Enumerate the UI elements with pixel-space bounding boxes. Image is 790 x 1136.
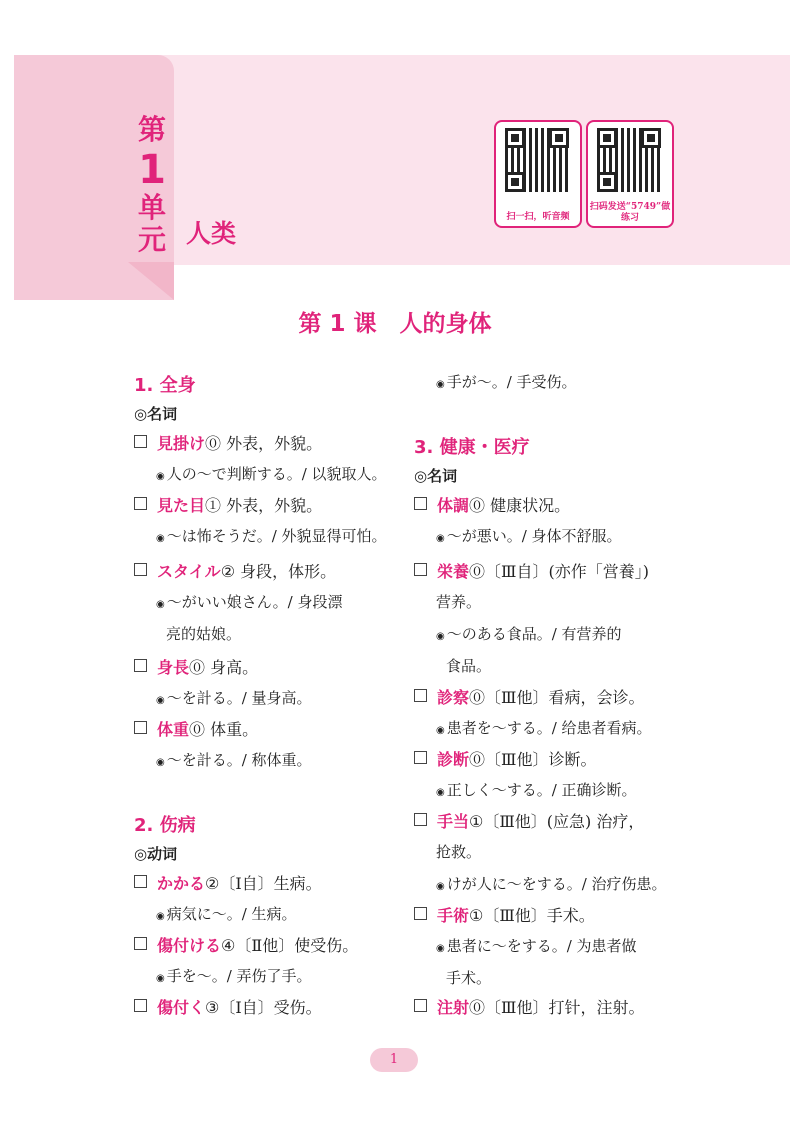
- checkbox[interactable]: [134, 497, 147, 510]
- checkbox[interactable]: [134, 721, 147, 734]
- bullet-icon: ◉: [436, 725, 445, 736]
- vocab-meaning: ②〔Ⅰ自〕生病。: [205, 874, 322, 893]
- checkbox[interactable]: [414, 497, 427, 510]
- bullet-icon: ◉: [156, 695, 165, 706]
- example-continuation: 亮的姑娘。: [166, 625, 242, 643]
- vocab-word: 診察: [437, 688, 470, 707]
- example-sentence: ◉ ～が悪い。/ 身体不舒服。: [436, 527, 622, 545]
- vocab-meaning: ⓪ 身高。: [189, 658, 259, 677]
- checkbox[interactable]: [414, 563, 427, 576]
- example-sentence: ◉ ～を計る。/ 称体重。: [156, 751, 312, 769]
- vocab-entry: [134, 431, 322, 454]
- vocab-word: 診断: [437, 750, 470, 769]
- unit-label-bottom: 单元: [138, 191, 167, 256]
- vocab-entry: [414, 685, 644, 708]
- example-sentence: ◉ 正しく～する。/ 正确诊断。: [436, 781, 637, 799]
- vocab-word: かかる: [157, 874, 206, 893]
- bullet-icon: ◉: [436, 533, 445, 544]
- vocab-word: 体重: [157, 720, 190, 739]
- bullet-icon: ◉: [436, 881, 445, 892]
- checkbox[interactable]: [414, 689, 427, 702]
- unit-title: 人类: [186, 219, 237, 248]
- vocab-entry: [414, 995, 644, 1018]
- vocab-meaning: ⓪ 健康状况。: [469, 496, 571, 515]
- checkbox[interactable]: [134, 937, 147, 950]
- vocab-word: 傷付ける: [157, 936, 222, 955]
- bullet-icon: ◉: [156, 599, 165, 610]
- vocab-entry: [134, 655, 258, 678]
- example-continuation: 手术。: [446, 969, 492, 987]
- vocab-meaning: ①〔Ⅲ他〕(应急) 治疗，: [469, 812, 645, 831]
- unit-label: [128, 112, 176, 256]
- vocab-word: 体調: [437, 496, 470, 515]
- qr-exercise[interactable]: [586, 120, 674, 228]
- checkbox[interactable]: [134, 999, 147, 1012]
- bullet-icon: ◉: [436, 787, 445, 798]
- qr-code-icon: [597, 128, 661, 192]
- example-sentence: ◉ 患者を～する。/ 给患者看病。: [436, 719, 652, 737]
- meaning-continuation: 抢救。: [436, 843, 482, 861]
- bullet-icon: ◉: [156, 973, 165, 984]
- example-sentence: ◉ ～がいい娘さん。/ 身段漂: [156, 593, 343, 611]
- vocab-meaning: ④〔Ⅱ他〕使受伤。: [221, 936, 359, 955]
- checkbox[interactable]: [414, 907, 427, 920]
- meaning-continuation: 营养。: [436, 593, 482, 611]
- example-sentence: ◉ ～は怖そうだ。/ 外貌显得可怕。: [156, 527, 387, 545]
- vocab-meaning: ⓪〔Ⅲ自〕(亦作「営養」): [469, 562, 649, 581]
- vocab-meaning: ⓪〔Ⅲ他〕诊断。: [469, 750, 597, 769]
- vocab-meaning: ③〔Ⅰ自〕受伤。: [205, 998, 322, 1017]
- vocab-word: 手術: [437, 906, 470, 925]
- vocab-entry: [414, 493, 570, 516]
- bullet-icon: ◉: [436, 379, 445, 390]
- vocab-word: 身長: [157, 658, 190, 677]
- bullet-icon: ◉: [156, 471, 165, 482]
- checkbox[interactable]: [134, 435, 147, 448]
- vocab-word: 見た目: [157, 496, 206, 515]
- part-of-speech: ◎动词: [134, 845, 178, 863]
- vocab-meaning: ⓪〔Ⅲ他〕打针，注射。: [469, 998, 645, 1017]
- vocab-entry: [134, 493, 322, 516]
- example-continuation: 食品。: [446, 657, 492, 675]
- vocab-entry: [414, 809, 644, 832]
- qr-code-icon: [505, 128, 569, 192]
- checkbox[interactable]: [414, 813, 427, 826]
- example-sentence: ◉ 患者に～をする。/ 为患者做: [436, 937, 637, 955]
- part-of-speech: ◎名词: [414, 467, 458, 485]
- vocab-entry: [134, 559, 336, 582]
- checkbox[interactable]: [414, 751, 427, 764]
- checkbox[interactable]: [134, 659, 147, 672]
- vocab-meaning: ⓪〔Ⅲ他〕看病，会诊。: [469, 688, 645, 707]
- vocab-word: 見掛け: [157, 434, 206, 453]
- checkbox[interactable]: [134, 563, 147, 576]
- vocab-entry: [414, 747, 596, 770]
- vocab-meaning: ①〔Ⅲ他〕手术。: [469, 906, 595, 925]
- vocab-word: 注射: [437, 998, 470, 1017]
- bullet-icon: ◉: [436, 943, 445, 954]
- example-sentence: ◉ 病気に～。/ 生病。: [156, 905, 297, 923]
- vocab-word: 傷付く: [157, 998, 206, 1017]
- qr-exercise-caption: 扫码发送“5749”做练习: [589, 202, 671, 223]
- section-title: 2. 伤病: [134, 815, 196, 836]
- checkbox[interactable]: [134, 875, 147, 888]
- section-title: 1. 全身: [134, 375, 196, 396]
- vocab-entry: [414, 559, 649, 582]
- vocab-word: 栄養: [437, 562, 470, 581]
- vocab-meaning: ② 身段，体形。: [220, 562, 337, 581]
- vocab-entry: [134, 933, 358, 956]
- example-sentence: ◉ けが人に～をする。/ 治疗伤患。: [436, 875, 667, 893]
- qr-audio[interactable]: [494, 120, 582, 228]
- example-sentence: ◉ ～を計る。/ 量身高。: [156, 689, 312, 707]
- unit-number: 1: [138, 147, 166, 193]
- bullet-icon: ◉: [156, 757, 165, 768]
- vocab-entry: [134, 871, 322, 894]
- bullet-icon: ◉: [156, 911, 165, 922]
- vocab-meaning: ① 外表，外貌。: [205, 496, 323, 515]
- vocab-entry: [134, 995, 322, 1018]
- vocab-word: スタイル: [157, 562, 221, 581]
- qr-audio-caption: 扫一扫，听音频: [506, 212, 570, 222]
- example-sentence: ◉ ～のある食品。/ 有营养的: [436, 625, 622, 643]
- example-sentence: ◉ 手を～。/ 弄伤了手。: [156, 967, 312, 985]
- bullet-icon: ◉: [436, 631, 445, 642]
- tab-fold: [128, 262, 174, 300]
- vocab-word: 手当: [437, 812, 470, 831]
- vocab-meaning: ⓪ 外表，外貌。: [205, 434, 323, 453]
- lesson-title: 第 1 课 人的身体: [298, 311, 492, 337]
- vocab-meaning: ⓪ 体重。: [189, 720, 259, 739]
- section-title: 3. 健康・医疗: [414, 437, 530, 458]
- vocab-entry: [414, 903, 595, 926]
- unit-label-top: 第: [137, 113, 166, 146]
- example-sentence: ◉ 手が～。/ 手受伤。: [436, 373, 577, 391]
- vocab-entry: [134, 717, 258, 740]
- example-sentence: ◉ 人の～で判断する。/ 以貌取人。: [156, 465, 387, 483]
- bullet-icon: ◉: [156, 533, 165, 544]
- checkbox[interactable]: [414, 999, 427, 1012]
- part-of-speech: ◎名词: [134, 405, 178, 423]
- page-number: 1: [370, 1048, 418, 1072]
